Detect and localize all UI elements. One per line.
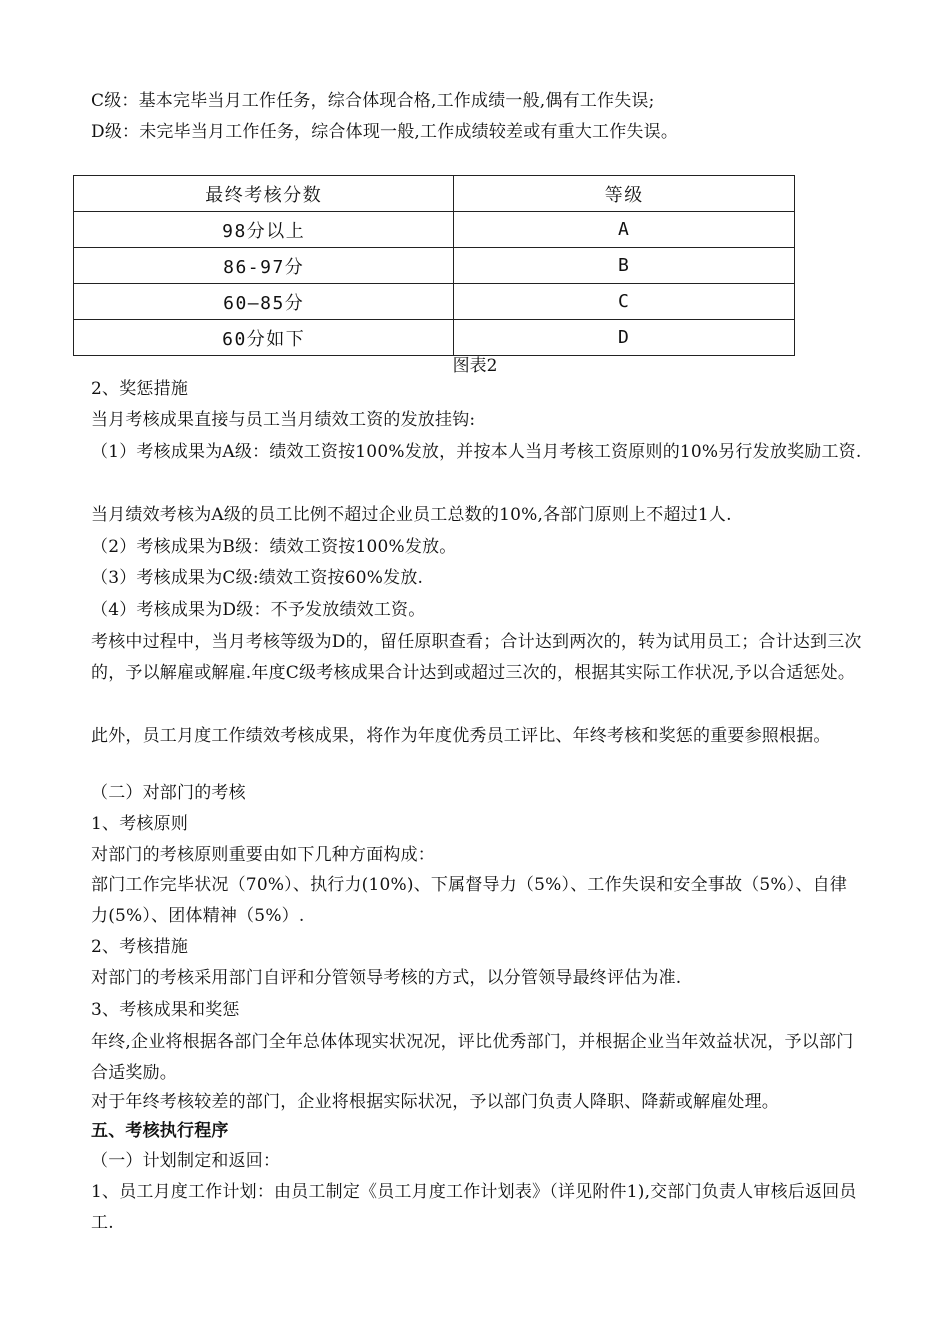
table-row (74, 320, 795, 356)
section-heading: （一）计划制定和返回： (91, 1151, 281, 1171)
table-cell-score: 86-97分 (74, 248, 454, 284)
section-heading: 2、奖惩措施 (91, 379, 189, 399)
paragraph: （2）考核成果为B级：绩效工资按100%发放。 (91, 537, 457, 557)
table-header-row (74, 176, 795, 212)
paragraph: 1、员工月度工作计划：由员工制定《员工月度工作计划表》（详见附件1),交部门负责人审核后返回员工. (91, 1182, 857, 1233)
grade-table (73, 175, 795, 356)
paragraph: 部门工作完毕状况（70%）、执行力(10%)、下属督导力（5%）、工作失误和安全事故（5%）、自律力(5%）、团体精神（5%）. (91, 875, 848, 926)
section-heading: 2、考核措施 (91, 937, 189, 957)
paragraph: （3）考核成果为C级:绩效工资按60%发放. (91, 568, 424, 588)
table-cell-grade: B (454, 248, 795, 284)
c-level-description: C级：基本完毕当月工作任务，综合体现合格,工作成绩一般,偶有工作失误; (91, 91, 655, 111)
paragraph: 对部门的考核采用部门自评和分管领导考核的方式，以分管领导最终评估为准. (91, 968, 682, 988)
table-row (74, 212, 795, 248)
table-caption: 图表2 (452, 356, 498, 376)
section-heading: 3、考核成果和奖惩 (91, 1000, 240, 1020)
table-row (74, 284, 795, 320)
table-cell-score: 60分如下 (74, 320, 454, 356)
paragraph: 对于年终考核较差的部门，企业将根据实际状况，予以部门负责人降职、降薪或解雇处理。 (91, 1092, 779, 1112)
paragraph: 当月考核成果直接与员工当月绩效工资的发放挂钩: (91, 410, 476, 430)
paragraph: （1）考核成果为A级：绩效工资按100%发放，并按本人当月考核工资原则的10%另行发放奖励工资. (91, 442, 862, 462)
table-header-score: 最终考核分数 (74, 176, 454, 212)
paragraph: 年终,企业将根据各部门全年总体体现实状况况，评比优秀部门，并根据企业当年效益状况，予以部门合适奖励。 (91, 1032, 854, 1083)
table-cell-grade: D (454, 320, 795, 356)
table-cell-grade: C (454, 284, 795, 320)
table-header-grade: 等级 (454, 176, 795, 212)
paragraph: （4）考核成果为D级：不予发放绩效工资。 (91, 600, 426, 620)
table-cell-grade: A (454, 212, 795, 248)
table-row (74, 248, 795, 284)
d-level-description: D级：未完毕当月工作任务，综合体现一般,工作成绩较差或有重大工作失误。 (91, 122, 679, 142)
chapter-heading: 五、考核执行程序 (91, 1121, 229, 1141)
section-heading: 1、考核原则 (91, 814, 189, 834)
paragraph: 当月绩效考核为A级的员工比例不超过企业员工总数的10%,各部门原则上不超过1人. (91, 505, 732, 525)
section-heading: （二）对部门的考核 (91, 783, 246, 803)
paragraph: 考核中过程中，当月考核等级为D的，留任原职查看；合计达到两次的，转为试用员工；合计达到三次的，予以解雇或解雇.年度C级考核成果合计达到或超过三次的，根据其实际工作状况,予以合适惩处。 (91, 632, 862, 683)
table-cell-score: 98分以上 (74, 212, 454, 248)
paragraph: 对部门的考核原则重要由如下几种方面构成： (91, 845, 435, 865)
table-cell-score: 60—85分 (74, 284, 454, 320)
paragraph: 此外，员工月度工作绩效考核成果，将作为年度优秀员工评比、年终考核和奖惩的重要参照根据。 (91, 726, 831, 746)
